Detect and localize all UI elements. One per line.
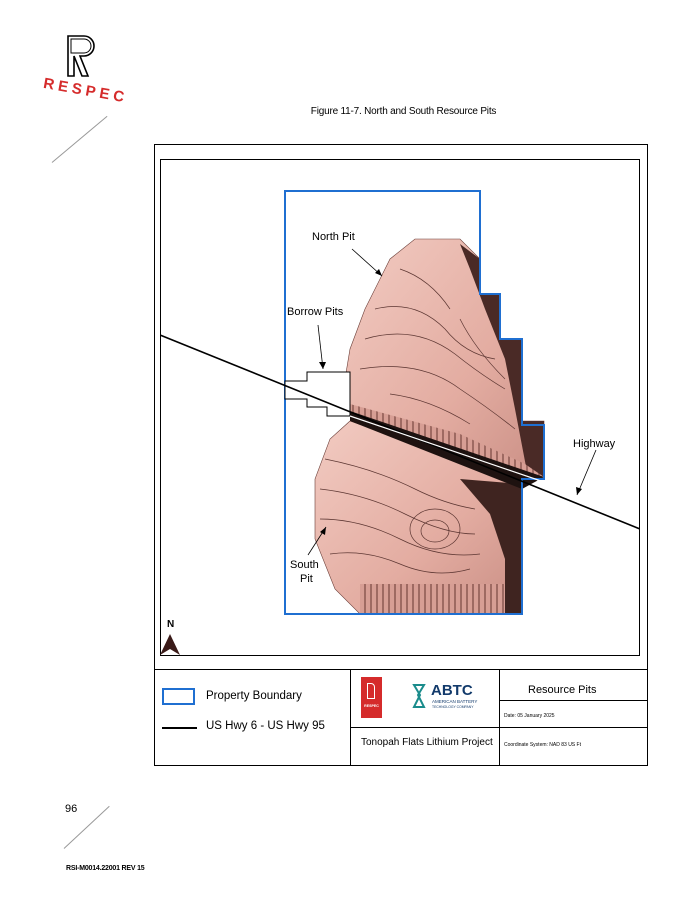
respec-logo-text: RESPEC bbox=[42, 75, 130, 107]
respec-small-logo-text: RESPEC bbox=[364, 704, 379, 708]
label-south-pit-line1: South bbox=[290, 559, 319, 571]
legend-boundary-swatch bbox=[162, 688, 195, 705]
coordinate-system: Coordinate System: NAD 83 US Ft bbox=[504, 742, 581, 748]
legend-hline-2 bbox=[499, 700, 648, 701]
abtc-name: ABTC bbox=[431, 682, 473, 699]
north-arrow-label: N bbox=[167, 619, 175, 630]
borrow-pit bbox=[285, 372, 350, 416]
label-north-pit: North Pit bbox=[312, 231, 355, 243]
label-borrow-pits: Borrow Pits bbox=[287, 306, 344, 318]
north-arrow-icon bbox=[160, 634, 180, 655]
legend-divider-2 bbox=[499, 669, 500, 766]
north-pit-arrowhead bbox=[375, 269, 382, 276]
legend-highway-label: US Hwy 6 - US Hwy 95 bbox=[206, 720, 325, 732]
legend-hline-1 bbox=[350, 727, 648, 728]
highway-leader bbox=[577, 450, 596, 495]
label-highway: Highway bbox=[573, 438, 616, 450]
figure-title: Figure 11-7. North and South Resource Pits bbox=[310, 106, 497, 117]
abtc-logo-icon bbox=[410, 683, 428, 709]
abtc-subtitle-2: TECHNOLOGY COMPANY bbox=[432, 705, 474, 709]
south-pit-bench bbox=[360, 584, 505, 614]
abtc-subtitle: AMERICAN BATTERY bbox=[432, 699, 478, 704]
label-south-pit-line2: Pit bbox=[300, 573, 313, 585]
document-id: RSI-M0014.22001 REV 15 bbox=[66, 865, 145, 872]
project-name: Tonopah Flats Lithium Project bbox=[361, 737, 493, 748]
legend-boundary-label: Property Boundary bbox=[206, 690, 302, 702]
page-number: 96 bbox=[65, 803, 78, 815]
map-illustration bbox=[160, 159, 640, 656]
map-title: Resource Pits bbox=[528, 684, 597, 696]
map-date: Date: 05 January 2025 bbox=[504, 713, 555, 719]
respec-small-logo bbox=[361, 677, 382, 718]
legend-highway-swatch bbox=[162, 727, 197, 729]
borrow-pits-arrowhead bbox=[319, 362, 326, 369]
respec-small-logo-glyph bbox=[367, 683, 375, 699]
highway-arrowhead bbox=[576, 487, 582, 495]
header-divider bbox=[52, 116, 108, 163]
legend-divider-1 bbox=[350, 669, 351, 766]
